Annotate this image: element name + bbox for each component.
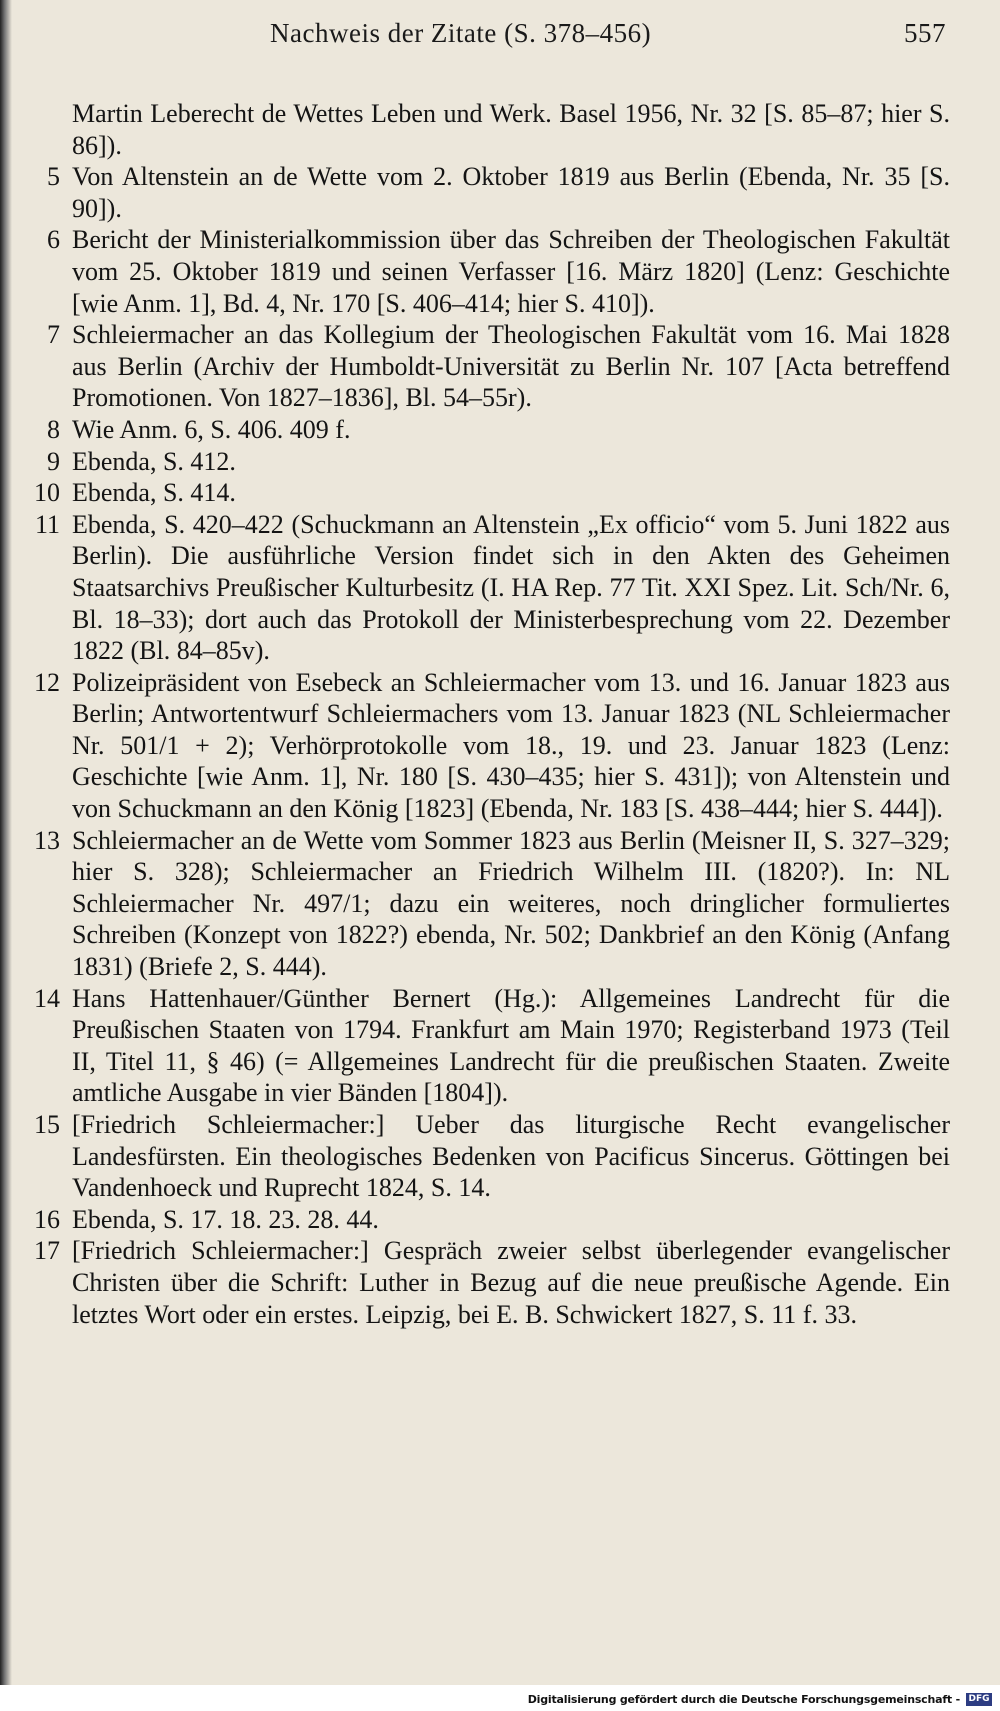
note-13 bbox=[20, 825, 950, 983]
note-15 bbox=[20, 1109, 950, 1204]
note-number: 14 bbox=[34, 983, 60, 1013]
note-11 bbox=[20, 509, 950, 667]
note-text: Hans Hattenhauer/Günther Bernert (Hg.): Allgemeines Landrecht für die Preußischen Staaten von 1794. Frankfurt am Main 1970; Registerband 1973 (Teil II, Titel 11, § 46) (= Allgemeines Landrecht für die preußischen Staaten. Zweite amtliche Ausgabe in vier Bänden [1804]). bbox=[72, 983, 950, 1108]
note-continuation: Martin Leberecht de Wettes Leben und Werk. Basel 1956, Nr. 32 [S. 85–87; hier S. 86]). bbox=[72, 99, 950, 160]
note-5 bbox=[20, 161, 950, 224]
note-16 bbox=[20, 1204, 950, 1236]
note-number: 17 bbox=[34, 1236, 60, 1266]
note-number: 10 bbox=[34, 478, 60, 508]
page-header bbox=[0, 14, 1000, 64]
note-text: [Friedrich Schleiermacher:] Ueber das liturgische Recht evangelischer Landesfürsten. Ein theologisches Bedenken von Pacificus Sincerus. Göttingen bei Vandenhoeck und Ruprecht 1824, S. 14. bbox=[72, 1110, 950, 1203]
note-7 bbox=[20, 319, 950, 414]
note-10 bbox=[20, 477, 950, 509]
note-number: 9 bbox=[47, 446, 60, 476]
note-text: Schleiermacher an de Wette vom Sommer 1823 aus Berlin (Meisner II, S. 327–329; hier S. 328); Schleiermacher an Friedrich Wilhelm III. (1820?). In: NL Schleiermacher Nr. 497/1; dazu ein weiteres, noch dringlicher formuliertes Schreiben (Konzept von 1822?) ebenda, Nr. 502; Dankbrief an den König (Anfang 1831) (Briefe 2, S. 444). bbox=[72, 825, 950, 982]
note-text: Polizeipräsident von Esebeck an Schleiermacher vom 13. und 16. Januar 1823 aus Berlin; Antwortentwurf Schleiermachers vom 13. Januar 1823 (NL Schleiermacher Nr. 501/1 + 2); Verhörprotokolle vom 18., 19. und 23. Januar 1823 (Lenz: Geschichte [wie Anm. 1], Nr. 180 [S. 430–435; hier S. 431]); von Altenstein und von Schuckmann an den König [1823] (Ebenda, Nr. 183 [S. 438–444; hier S. 444]). bbox=[72, 667, 950, 824]
note-9 bbox=[20, 446, 950, 478]
notes-list bbox=[20, 98, 950, 1330]
note-text: Ebenda, S. 414. bbox=[72, 478, 236, 508]
dfg-logo: DFG bbox=[966, 1693, 992, 1706]
note-number: 6 bbox=[47, 225, 60, 255]
running-head: Nachweis der Zitate (S. 378–456) bbox=[270, 18, 652, 48]
note-6 bbox=[20, 224, 950, 319]
note-12 bbox=[20, 667, 950, 825]
note-number: 13 bbox=[34, 825, 60, 855]
note-number: 16 bbox=[34, 1204, 60, 1234]
note-14 bbox=[20, 983, 950, 1109]
note-number: 5 bbox=[47, 162, 60, 192]
note-text: Ebenda, S. 412. bbox=[72, 446, 236, 476]
note-text: Schleiermacher an das Kollegium der Theologischen Fakultät vom 16. Mai 1828 aus Berlin (Archiv der Humboldt-Universität zu Berlin Nr. 107 [Acta betreffend Promotionen. Von 1827–1836], Bl. 54–55r). bbox=[72, 320, 950, 413]
note-number: 12 bbox=[34, 667, 60, 697]
spine-shadow bbox=[0, 0, 12, 1711]
footer-strip bbox=[0, 1685, 1000, 1711]
note-text: Ebenda, S. 17. 18. 23. 28. 44. bbox=[72, 1204, 379, 1234]
page-number: 557 bbox=[904, 18, 946, 48]
note-number: 8 bbox=[47, 414, 60, 444]
note-text: Von Altenstein an de Wette vom 2. Oktober 1819 aus Berlin (Ebenda, Nr. 35 [S. 90]). bbox=[72, 162, 950, 223]
note-number: 15 bbox=[34, 1110, 60, 1139]
note-text: Bericht der Ministerialkommission über das Schreiben der Theologischen Fakultät vom 25. Oktober 1819 und seinen Verfasser [16. März 1820] (Lenz: Geschichte [wie Anm. 1], Bd. 4, Nr. 170 [S. 406–414; hier S. 410]). bbox=[72, 225, 950, 318]
note-number: 11 bbox=[34, 509, 60, 539]
note-17 bbox=[20, 1235, 950, 1330]
footer-credit: Digitalisierung gefördert durch die Deutsche Forschungsgemeinschaft - bbox=[527, 1693, 960, 1706]
note-8 bbox=[20, 414, 950, 446]
note-text: Wie Anm. 6, S. 406. 409 f. bbox=[72, 414, 351, 444]
note-text: [Friedrich Schleiermacher:] Gespräch zweier selbst überlegender evangelischer Christen über die Schrift: Luther in Bezug auf die neue preußische Agende. Ein letztes Wort oder ein erstes. Leipzig, bei E. B. Schwickert 1827, S. 11 f. 33. bbox=[72, 1236, 950, 1329]
note-number: 7 bbox=[47, 320, 60, 350]
note-text: Ebenda, S. 420–422 (Schuckmann an Altenstein „Ex officio“ vom 5. Juni 1822 aus Berlin). Die ausführliche Version findet sich in den Akten des Geheimen Staatsarchivs Preußischer Kulturbesitz (I. HA Rep. 77 Tit. XXI Spez. Lit. Sch/Nr. 6, Bl. 18–33); dort auch das Protokoll der Ministerbesprechung vom 22. Dezember 1822 (Bl. 84–85v). bbox=[72, 509, 950, 666]
